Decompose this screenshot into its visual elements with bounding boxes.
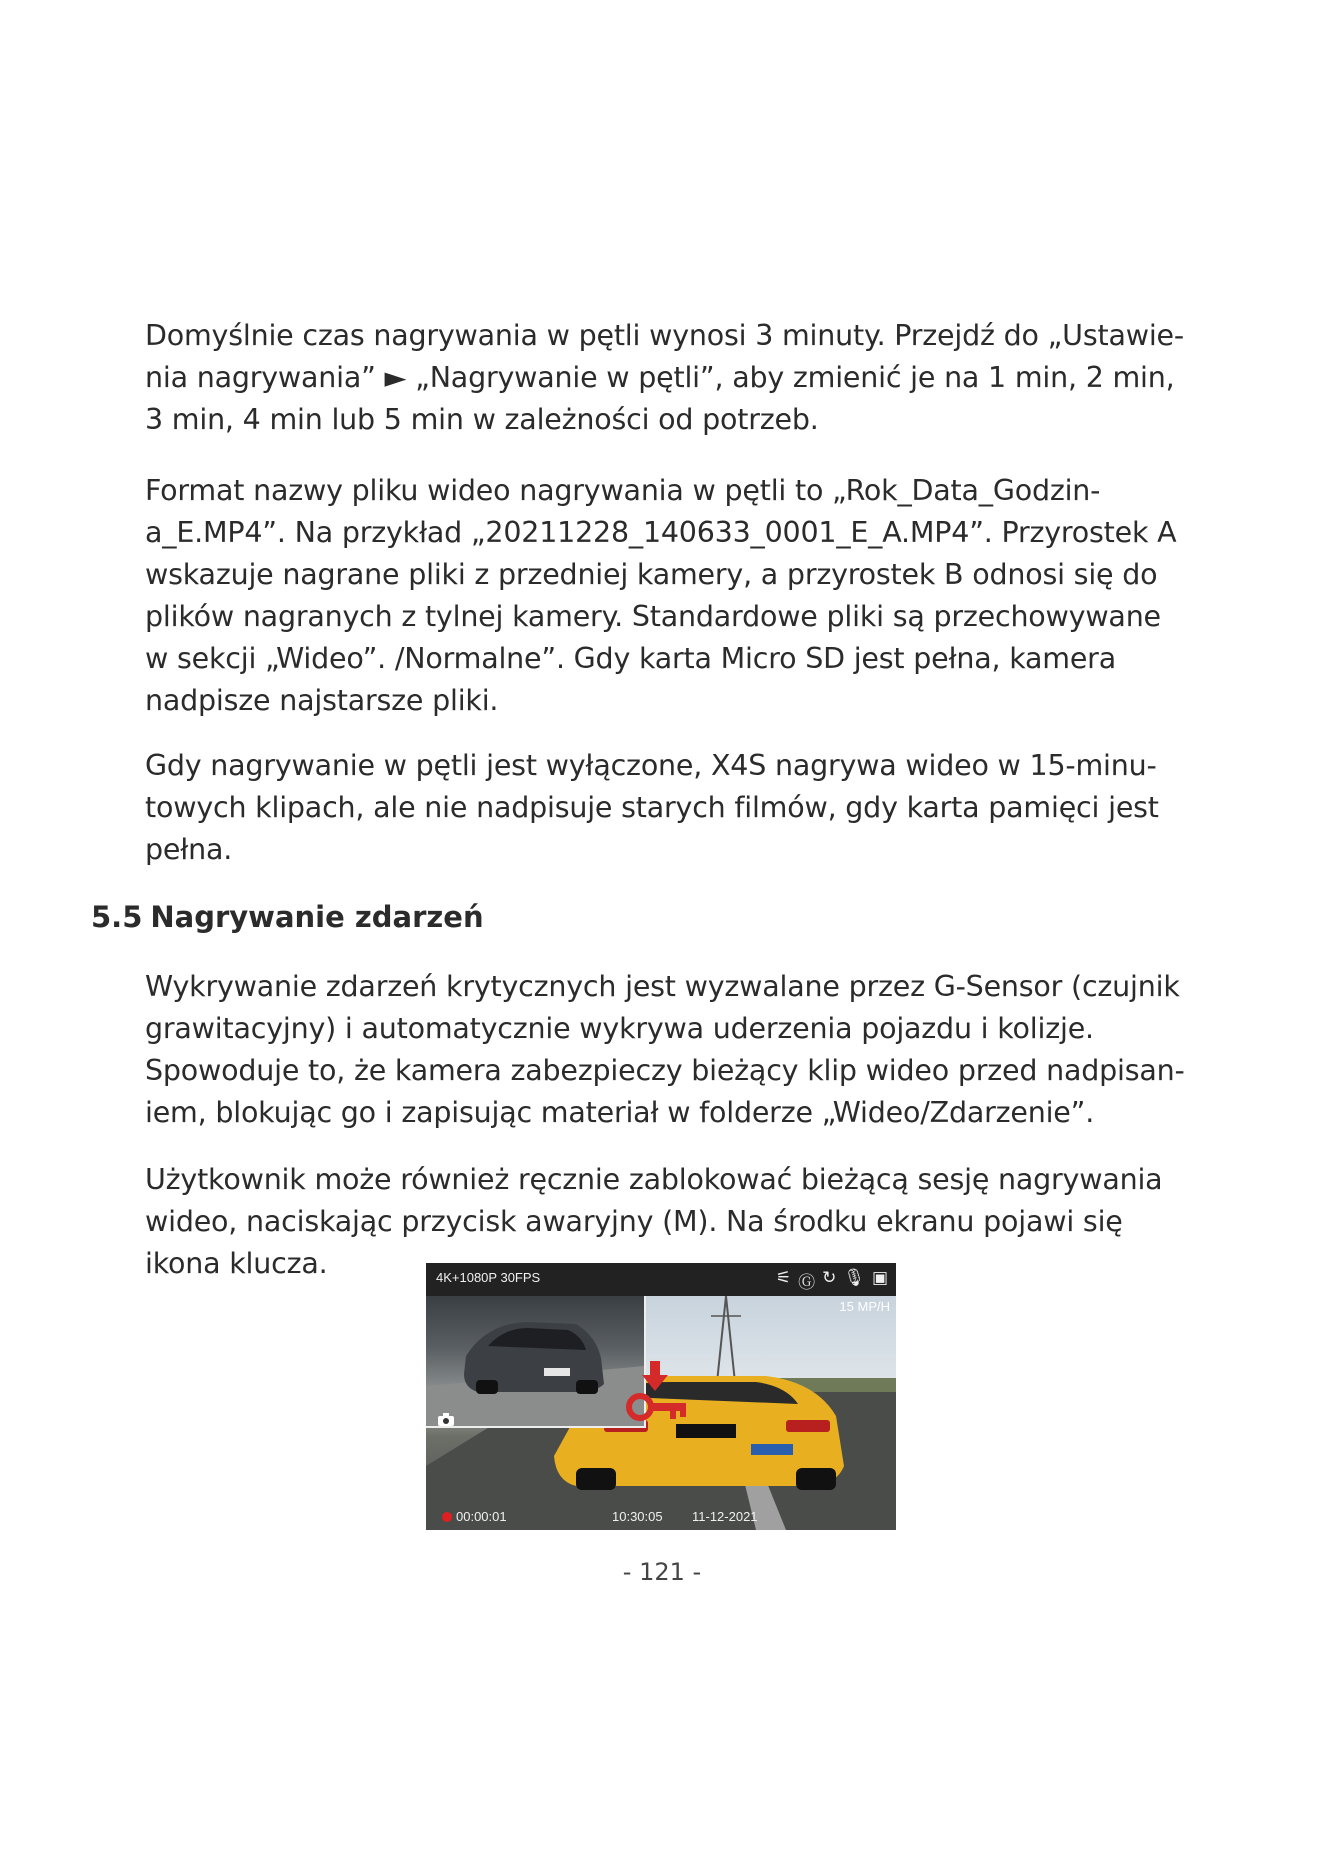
text-line: Spowoduje to, że kamera zabezpieczy bieżący klip wideo przed nadpisan- xyxy=(145,1054,1185,1087)
paragraph-file-format xyxy=(145,470,1255,722)
speed-readout: 15 MP/H xyxy=(839,1299,890,1314)
text-line: ikona klucza. xyxy=(145,1247,328,1280)
microphone-icon: 🎙 xyxy=(843,1268,865,1288)
text-line: 3 min, 4 min lub 5 min w zależności od potrzeb. xyxy=(145,403,819,436)
text-line: iem, blokując go i zapisując materiał w folderze „Wideo/Zdarzenie”. xyxy=(145,1096,1095,1129)
text-line: nia nagrywania” ► „Nagrywanie w pętli”, aby zmienić je na 1 min, 2 min, xyxy=(145,361,1175,394)
text-line: Wykrywanie zdarzeń krytycznych jest wyzwalane przez G-Sensor (czujnik xyxy=(145,970,1180,1003)
resolution-label: 4K+1080P 30FPS xyxy=(436,1270,541,1285)
status-icons xyxy=(776,1268,888,1293)
rear-car-illustration xyxy=(426,1296,644,1426)
text-line: plików nagranych z tylnej kamery. Standardowe pliki są przechowywane xyxy=(145,600,1161,633)
page-number: - 121 - xyxy=(622,1558,702,1586)
dashcam-screen-figure xyxy=(426,1263,896,1530)
section-title: Nagrywanie zdarzeń xyxy=(150,900,484,934)
text-line: towych klipach, ale nie nadpisuje starych filmów, gdy karta pamięci jest xyxy=(145,791,1159,824)
lock-key-icon xyxy=(626,1361,696,1435)
text-line: Format nazwy pliku wideo nagrywania w pętli to „Rok_Data_Godzin- xyxy=(145,474,1101,507)
gps-icon: Ⓖ xyxy=(798,1273,816,1293)
text-line: nadpisze najstarsze pliki. xyxy=(145,684,499,717)
text-line: a_E.MP4”. Na przykład „20211228_140633_0001_E_A.MP4”. Przyrostek A xyxy=(145,516,1177,549)
recording-bar xyxy=(426,1504,896,1530)
status-bar xyxy=(426,1263,896,1296)
clock-time: 10:30:05 xyxy=(612,1509,663,1524)
text-line: Użytkownik może również ręcznie zablokować bieżącą sesję nagrywania xyxy=(145,1163,1163,1196)
paragraph-loop-off xyxy=(145,745,1255,871)
text-line: grawitacyjny) i automatycznie wykrywa uderzenia pojazdu i kolizje. xyxy=(145,1012,1094,1045)
recording-dot-icon xyxy=(442,1512,452,1522)
text-line: pełna. xyxy=(145,833,233,866)
section-number: 5.5 xyxy=(91,900,143,934)
camera-icon xyxy=(438,1411,454,1430)
paragraph-loop-duration xyxy=(145,315,1255,441)
text-line: wskazuje nagrane pliki z przedniej kamery, a przyrostek B odnosi się do xyxy=(145,558,1158,591)
rear-camera-pip-view xyxy=(426,1296,646,1428)
loop-record-icon: ↻ xyxy=(822,1268,837,1288)
section-heading xyxy=(91,896,484,938)
text-line: wideo, naciskając przycisk awaryjny (M). Na środku ekranu pojawi się xyxy=(145,1205,1123,1238)
text-line: Domyślnie czas nagrywania w pętli wynosi 3 minuty. Przejdź do „Ustawie- xyxy=(145,319,1184,352)
sd-card-icon: ▣ xyxy=(871,1268,888,1288)
clock-date: 11-12-2021 xyxy=(692,1509,758,1524)
paragraph-event-detection xyxy=(145,966,1255,1134)
text-line: Gdy nagrywanie w pętli jest wyłączone, X4S nagrywa wideo w 15-minu- xyxy=(145,749,1157,782)
text-line: w sekcji „Wideo”. /Normalne”. Gdy karta Micro SD jest pełna, kamera xyxy=(145,642,1116,675)
wifi-icon: ⚟ xyxy=(775,1268,792,1288)
recording-timer: 00:00:01 xyxy=(456,1509,507,1524)
